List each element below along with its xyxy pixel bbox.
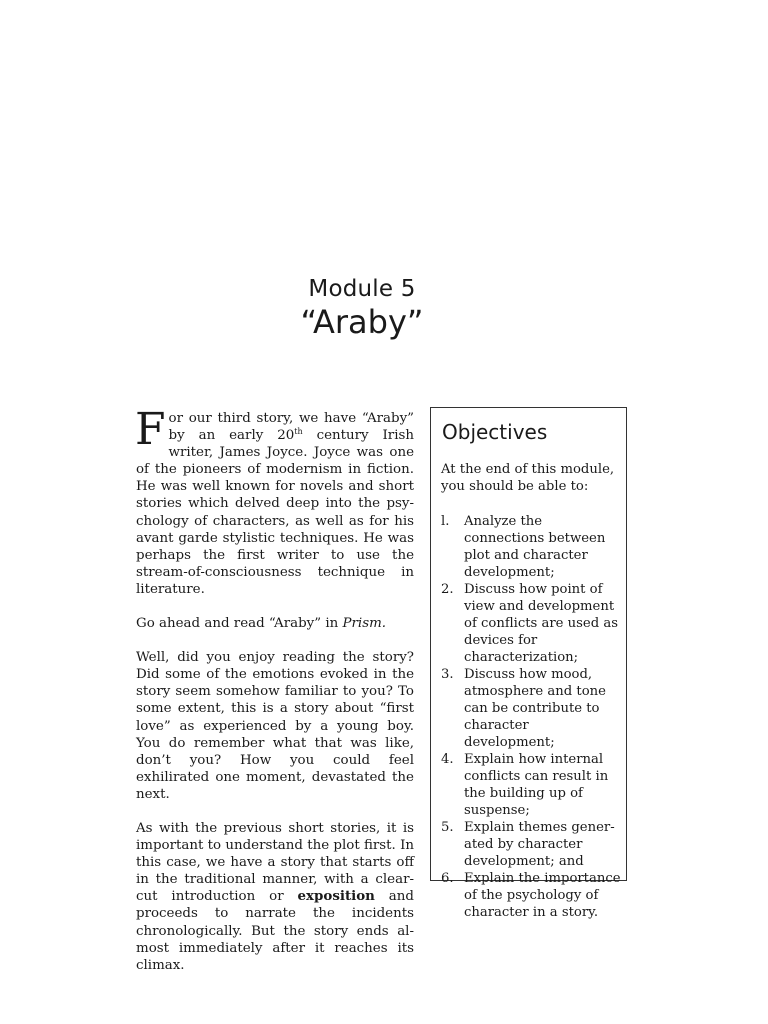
- objectives-intro: At the end of this module, you should be able to:: [441, 462, 615, 494]
- drop-cap: F: [135, 404, 166, 455]
- objective-number: 3.: [441, 667, 454, 682]
- objective-item: [441, 581, 623, 666]
- objective-text: Explain how internal conflicts can result in the building up of suspense;: [464, 752, 609, 818]
- intro-paragraph: For our third story, we have “Araby” by an early 20th century Irish writer, James Joyce. Joyce was one of the pioneers of modernism in fiction. He was well known for novels and short stories which delved deep into the psychology of characters, as well as for his avant garde stylistic techniques. He was perhaps the first writer to use the stream-of-consciousness technique in literature.: [135, 404, 414, 597]
- module-title: “Araby”: [300, 303, 424, 341]
- objective-number: l.: [441, 514, 450, 529]
- objective-number: 6.: [441, 871, 454, 886]
- objective-text: Explain the importance of the psychology of character in a story.: [464, 871, 621, 920]
- objective-text: Explain themes generated by character development; and: [464, 820, 615, 869]
- body-text-column: [135, 404, 414, 991]
- objective-item: [441, 666, 623, 751]
- objectives-box: [430, 407, 627, 920]
- objective-item: [441, 819, 623, 870]
- objectives-title: Objectives: [442, 420, 548, 444]
- module-number: Module 5: [308, 276, 416, 302]
- objectives-list: [441, 513, 623, 921]
- objective-text: Discuss how mood, atmosphere and tone can be contribute to character development;: [464, 667, 606, 750]
- book-title: Prism.: [342, 616, 387, 632]
- objective-text: Discuss how point of view and development of conflicts are used as devices for characterization;: [464, 582, 618, 665]
- objective-number: 5.: [441, 820, 454, 835]
- objective-item: [441, 870, 623, 921]
- objective-item: [441, 513, 623, 581]
- exposition-term: exposition: [297, 888, 375, 905]
- objective-item: [441, 751, 623, 819]
- objective-text: Analyze the connections between plot and character development;: [464, 514, 606, 580]
- objective-number: 2.: [441, 582, 454, 597]
- superscript: th: [294, 427, 303, 437]
- reading-instruction-paragraph: Go ahead and read “Araby” in Prism.: [136, 616, 387, 632]
- first-love-paragraph: Well, did you enjoy reading the story? Did some of the emotions evoked in the story seem somehow familiar to you? To some extent, this is a story about “first love” as experienced by a young boy. You do remember what that was like, don’t you? How you could feel exhilirated one moment, devastated the next.: [136, 650, 414, 802]
- plot-paragraph: As with the previous short stories, it is important to understand the plot first. In this case, we have a story that starts off in the traditional manner, with a clear-cut introduction or exposition and proceeds to narrate the incidents chronologically. But the story ends almost immediately after it reaches its climax.: [136, 820, 414, 973]
- objective-number: 4.: [441, 752, 454, 767]
